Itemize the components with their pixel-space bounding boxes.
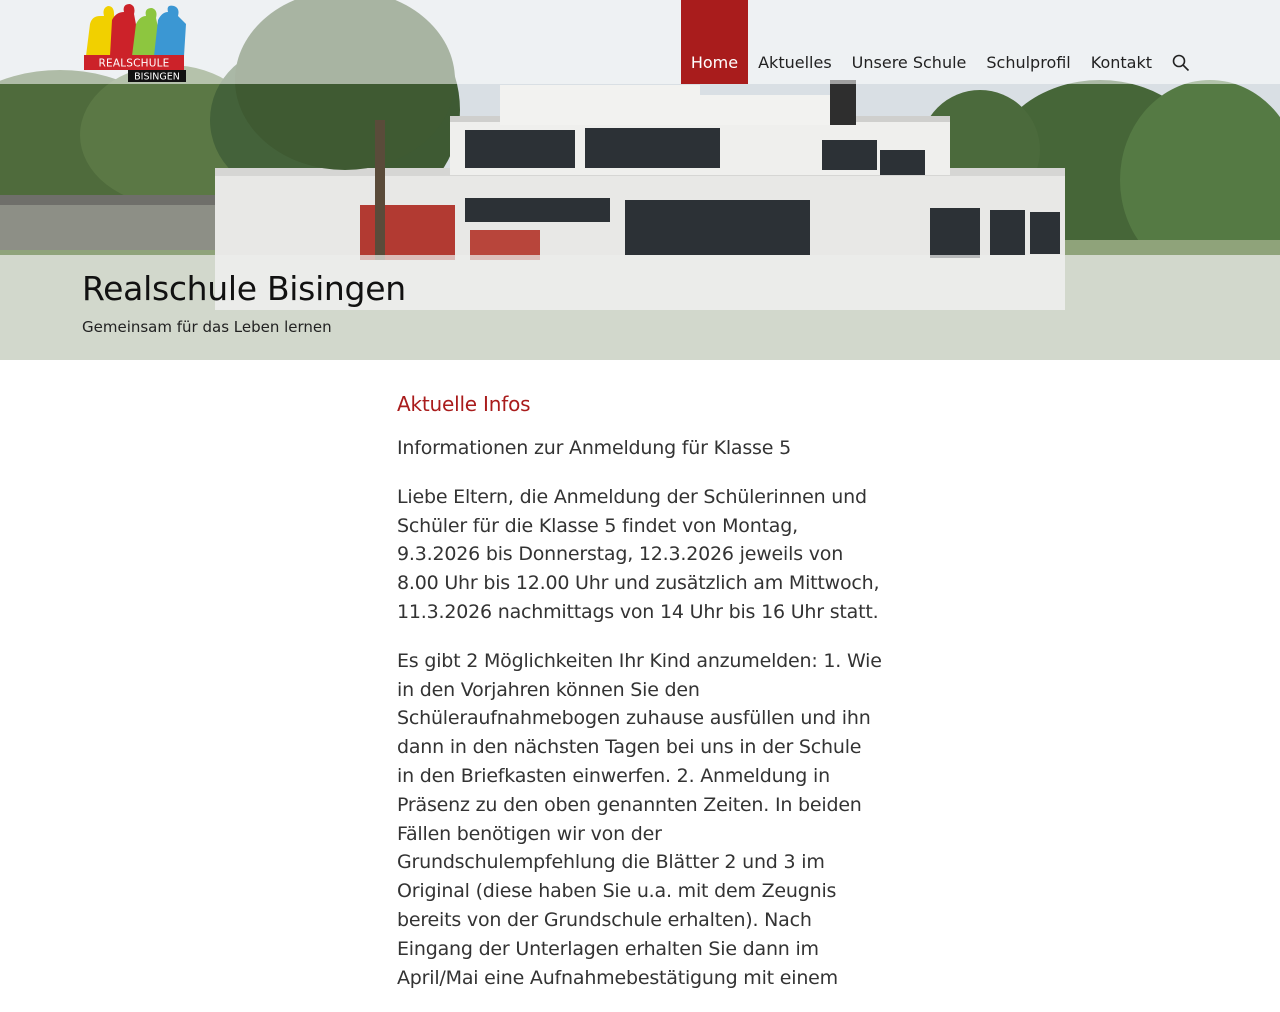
nav-item-aktuelles[interactable]: Aktuelles — [758, 53, 832, 72]
svg-text:BISINGEN: BISINGEN — [134, 71, 180, 83]
article-paragraph: Liebe Eltern, die Anmeldung der Schülerinnen und Schüler für die Klasse 5 findet von Montag, 9.3.2026 bis Donnerstag, 12.3.2026 jeweils von 8.00 Uhr bis 12.00 Uhr und zusätzlich am Mittwoch, 11.3.2026 nachmittags von 14 Uhr bis 16 Uhr statt. — [397, 485, 880, 623]
site-header — [0, 0, 1280, 84]
svg-text:REALSCHULE: REALSCHULE — [98, 57, 170, 70]
search-icon — [1172, 54, 1190, 72]
nav-item-home[interactable]: Home — [681, 0, 748, 84]
main-content — [397, 392, 882, 1012]
hero-banner — [0, 0, 1280, 360]
nav-item-unsere-schule[interactable]: Unsere Schule — [851, 53, 967, 72]
article-paragraph: Es gibt 2 Möglichkeiten Ihr Kind anzumelden: 1. Wie in den Vorjahren können Sie den Schüleraufnahmebogen zuhause ausfüllen und ihn dann in den nächsten Tagen bei uns in der Schule in den Briefkasten einwerfen. 2. Anmeldung in Präsenz zu den oben genannten Zeiten. In beiden Fällen benötigen wir von der Grundschulempfehlung die Blätter 2 und 3 im Original (diese haben Sie u.a. mit dem Zeugnis bereits von der Grundschule erhalten). Nach Eingang der Unterlagen erhalten Sie dann im April/Mai eine Aufnahmebestätigung mit einem — [397, 649, 882, 989]
school-logo[interactable] — [82, 2, 188, 84]
section-heading: Aktuelle Infos — [397, 392, 531, 416]
children-figures-icon — [82, 2, 188, 84]
main-navigation — [681, 0, 1280, 84]
site-title-band — [0, 255, 1280, 360]
article-title: Informationen zur Anmeldung für Klasse 5 — [397, 437, 791, 459]
site-title[interactable]: Realschule Bisingen — [82, 269, 406, 308]
nav-item-schulprofil[interactable]: Schulprofil — [986, 53, 1071, 72]
search-button[interactable] — [1162, 0, 1280, 84]
site-tagline: Gemeinsam für das Leben lernen — [82, 318, 332, 336]
nav-item-kontakt[interactable]: Kontakt — [1090, 53, 1152, 72]
